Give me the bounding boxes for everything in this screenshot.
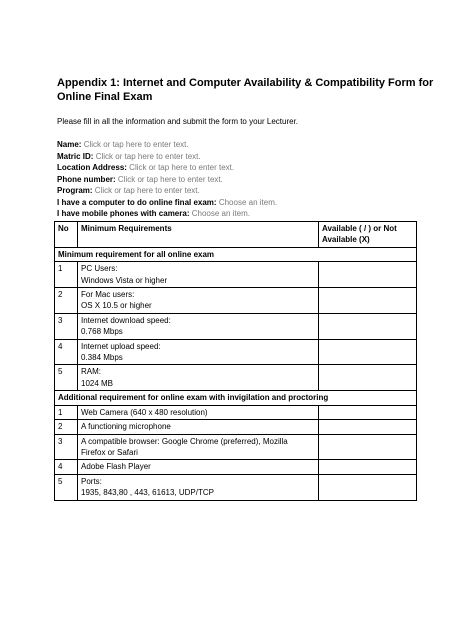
section-row — [55, 247, 417, 261]
field-label: Program: — [57, 186, 93, 195]
requirement-line: PC Users: — [81, 264, 118, 274]
requirement-cell — [78, 313, 319, 339]
phone-number-input[interactable]: Click or tap here to enter text. — [117, 174, 223, 184]
row-number: 3 — [55, 313, 78, 339]
requirement-line: For Mac users: — [81, 290, 135, 300]
field-label: Location Address: — [57, 163, 127, 172]
availability-cell[interactable] — [319, 474, 417, 500]
document-title: Appendix 1: Internet and Computer Availability & Compatibility Form for Online Final Exam — [57, 77, 434, 103]
requirement-cell — [78, 339, 319, 365]
requirement-line: A compatible browser: Google Chrome (preferred), Mozilla — [81, 436, 288, 446]
row-number: 2 — [55, 288, 78, 314]
section-title: Minimum requirement for all online exam — [55, 247, 417, 261]
requirement-line: 1024 MB — [81, 378, 114, 388]
requirement-line: Firefox or Safari — [81, 447, 138, 457]
row-number: 1 — [55, 262, 78, 288]
row-number: 5 — [55, 474, 78, 500]
location-address-field — [57, 162, 277, 174]
program-field — [57, 185, 277, 197]
table-row — [55, 420, 417, 434]
requirement-line: 0.768 Mbps — [81, 327, 123, 337]
table-row — [55, 262, 417, 288]
program-input[interactable]: Click or tap here to enter text. — [94, 186, 200, 195]
field-label: Phone number: — [57, 174, 116, 184]
availability-cell[interactable] — [319, 365, 417, 391]
requirement-line: 0.384 Mbps — [81, 353, 123, 363]
requirements-table — [54, 221, 417, 501]
availability-cell[interactable] — [319, 420, 417, 434]
computer-select[interactable]: Choose an item. — [218, 197, 278, 207]
header-available: Available ( / ) or Not Available (X) — [319, 222, 417, 248]
section-row — [55, 391, 417, 405]
field-label: Matric ID: — [57, 151, 94, 161]
requirement-cell — [78, 420, 319, 434]
requirement-line: RAM: — [81, 367, 101, 377]
availability-cell[interactable] — [319, 405, 417, 419]
row-number: 1 — [55, 405, 78, 419]
table-row — [55, 434, 417, 460]
field-label: I have a computer to do online final exam: — [57, 197, 217, 207]
field-label: Name: — [57, 140, 82, 149]
matric-id-input[interactable]: Click or tap here to enter text. — [95, 151, 201, 161]
matric-id-field — [57, 151, 277, 163]
requirement-cell — [78, 262, 319, 288]
availability-cell[interactable] — [319, 434, 417, 460]
availability-cell[interactable] — [319, 339, 417, 365]
computer-field — [57, 197, 277, 209]
table-row — [55, 288, 417, 314]
location-address-input[interactable]: Click or tap here to enter text. — [129, 163, 235, 172]
table-row — [55, 365, 417, 391]
name-input[interactable]: Click or tap here to enter text. — [83, 140, 189, 149]
requirement-line: Ports: — [81, 476, 102, 486]
availability-cell[interactable] — [319, 288, 417, 314]
header-no: No — [55, 222, 78, 248]
requirement-cell — [78, 474, 319, 500]
requirement-cell — [78, 434, 319, 460]
form-fields — [57, 139, 277, 220]
mobile-phone-field — [57, 208, 277, 220]
table-header-row — [55, 222, 417, 248]
requirement-cell — [78, 288, 319, 314]
header-requirement: Minimum Requirements — [78, 222, 319, 248]
name-field — [57, 139, 277, 151]
requirement-line: Internet download speed: — [81, 315, 171, 325]
table-row — [55, 474, 417, 500]
row-number: 2 — [55, 420, 78, 434]
requirement-cell — [78, 365, 319, 391]
requirement-line: 1935, 843,80 , 443, 61613, UDP/TCP — [81, 488, 214, 498]
mobile-phone-select[interactable]: Choose an item. — [191, 209, 250, 218]
phone-number-field — [57, 174, 277, 186]
row-number: 5 — [55, 365, 78, 391]
table-row — [55, 313, 417, 339]
requirement-cell — [78, 405, 319, 419]
requirement-line: A functioning microphone — [81, 422, 171, 432]
row-number: 4 — [55, 460, 78, 474]
availability-cell[interactable] — [319, 460, 417, 474]
table-row — [55, 460, 417, 474]
table-row — [55, 339, 417, 365]
requirement-line: OS X 10.5 or higher — [81, 301, 152, 311]
section-title: Additional requirement for online exam with invigilation and proctoring — [55, 391, 417, 405]
availability-cell[interactable] — [319, 313, 417, 339]
field-label: I have mobile phones with camera: — [57, 209, 190, 218]
availability-cell[interactable] — [319, 262, 417, 288]
row-number: 4 — [55, 339, 78, 365]
requirement-line: Web Camera (640 x 480 resolution) — [81, 407, 208, 417]
instructions: Please fill in all the information and submit the form to your Lecturer. — [57, 117, 299, 126]
requirement-line: Windows Vista or higher — [81, 275, 168, 285]
table-row — [55, 405, 417, 419]
requirement-cell — [78, 460, 319, 474]
requirement-line: Internet upload speed: — [81, 341, 161, 351]
row-number: 3 — [55, 434, 78, 460]
requirement-line: Adobe Flash Player — [81, 462, 151, 472]
